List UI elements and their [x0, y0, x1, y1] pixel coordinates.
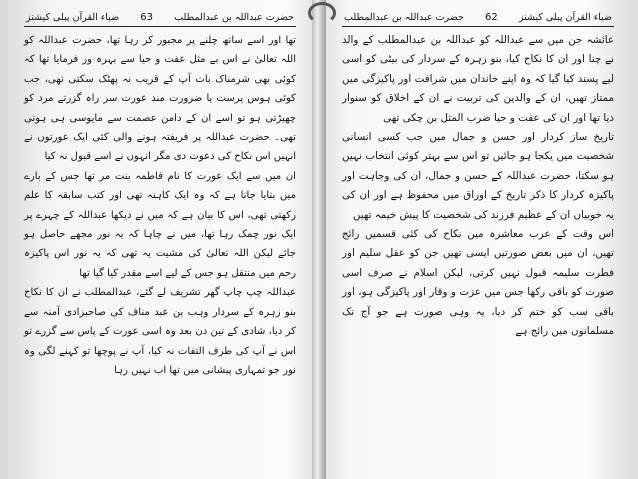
left-page [10, 6, 310, 474]
left-page-header [24, 12, 296, 27]
right-page-header [342, 12, 614, 27]
right-page-number: 62 [484, 12, 498, 23]
left-paragraph: عبداللہ چپ چاپ گھر تشریف لے گئے، عبدالمطلب نے ان کا نکاح بنو زہرہ کے سردار وہب بن عبد مناف کی صاحبزادی آمنہ سے کر دیا، شادی کے تین دن بعد وہ اسی عورت کے پاس سے گزرے تو اس نے آپ کی طرف التفات نہ کیا، آپ نے پوچھا تو کہنے لگی وہ نور جو تمہاری پیشانی میں تھا اب نہیں رہا [24, 287, 296, 376]
left-page-body [24, 31, 296, 380]
left-header-title: حضرت عبداللہ بن عبدالمطلب [174, 12, 294, 23]
right-header-publisher: ضیاء القرآن پبلی کیشنز [518, 12, 612, 23]
book-binding [312, 0, 326, 479]
left-paragraph: ان میں سے ایک عورت کا نام فاطمہ بنت مر تھا جس کے بارے میں بتایا جاتا ہے کہ وہ ایک کاہنہ تھی اور کتب سابقہ کا علم رکھتی تھی، اس کا بیان ہے کہ میں نے دیکھا عبداللہ کے چہرے پر ایک نور چمک رہا تھا، میں نے چاہا کہ یہ نور مجھے حاصل ہو جائے لیکن اللہ تعالیٰ کی مشیت یہ تھی کہ یہ نور اس پاکیزہ رحم میں منتقل ہو جس کے لیے اسے مقدر کیا گیا تھا [24, 170, 296, 279]
right-page [328, 6, 628, 474]
left-header-publisher: ضیاء القرآن پبلی کیشنز [26, 12, 120, 23]
left-paragraph: تھا اور اسے ساتھ چلنے پر مجبور کر رہا تھا، حضرت عبداللہ کو اللہ تعالیٰ نے اس بے مثل عفت و حیا سے بہرہ ور فرمایا تھا کہ کوئی بھی شرمناک بات آپ کے قریب نہ پھٹک سکتی تھی، جب کوئی ہوس پرست یا ضرورت مند عورت سر راہ گزرتے مرد کو چھیڑتی ہو تو اسے ان کے دامن عصمت سے مایوسی ہی ہوتی تھی۔ حضرت عبداللہ پر فریفتہ ہونے والی کئی ایک عورتوں نے انہیں اس نکاح کی دعوت دی مگر انہوں نے اسے قبول نہ کیا [24, 35, 296, 163]
left-page-number: 63 [140, 12, 154, 23]
right-paragraph: تاریخ ساز کردار اور حسن و جمال میں جب کسی انسانی شخصیت میں یکجا ہو جائیں تو اس سے بہتر کوئی انتخاب نہیں ہو سکتا، حضرت عبداللہ کے حسن و جمال، ان کی وجاہت اور پاکیزہ کردار کا ذکر تاریخ کے اوراق میں محفوظ ہے اور ان کی یہ خوبیاں ان کے عظیم فرزند کی شخصیت کا پیش خیمہ تھیں [342, 131, 614, 221]
right-paragraph: اس وقت کے عرب معاشرہ میں نکاح کی کئی قسمیں رائج تھیں، ان میں بعض صورتیں ایسی تھیں جن کو عقل سلیم اور فطرت سلیمہ قبول نہیں کرتی، لیکن اسلام نے صرف اسی صورت کو باقی رکھا جس میں عزت و وقار اور پاکیزگی ہو، اور باقی سب کو ختم کر دیا، یہ وہی صورت ہے جو آج تک مسلمانوں میں رائج ہے [342, 228, 614, 338]
right-page-body [342, 31, 614, 342]
right-paragraph: عائشہ جن میں سے عبداللہ کو عبداللہ بن عبدالمطلب کے والد نے چنا اور ان کا نکاح کیا، بنو زہرہ کے سردار کی بیٹی کو اسی لیے پسند کیا گیا کہ وہ اپنے خاندان میں شرافت اور پاکیزگی میں ممتاز تھیں، ان کے والدین کی تربیت نے ان کے اخلاق کو سنوار دیا تھا اور ان کی عفت و حیا ضرب المثل بن چکی تھی [342, 34, 614, 124]
right-header-title: حضرت عبداللہ بن عبدالمطلب [344, 12, 464, 23]
